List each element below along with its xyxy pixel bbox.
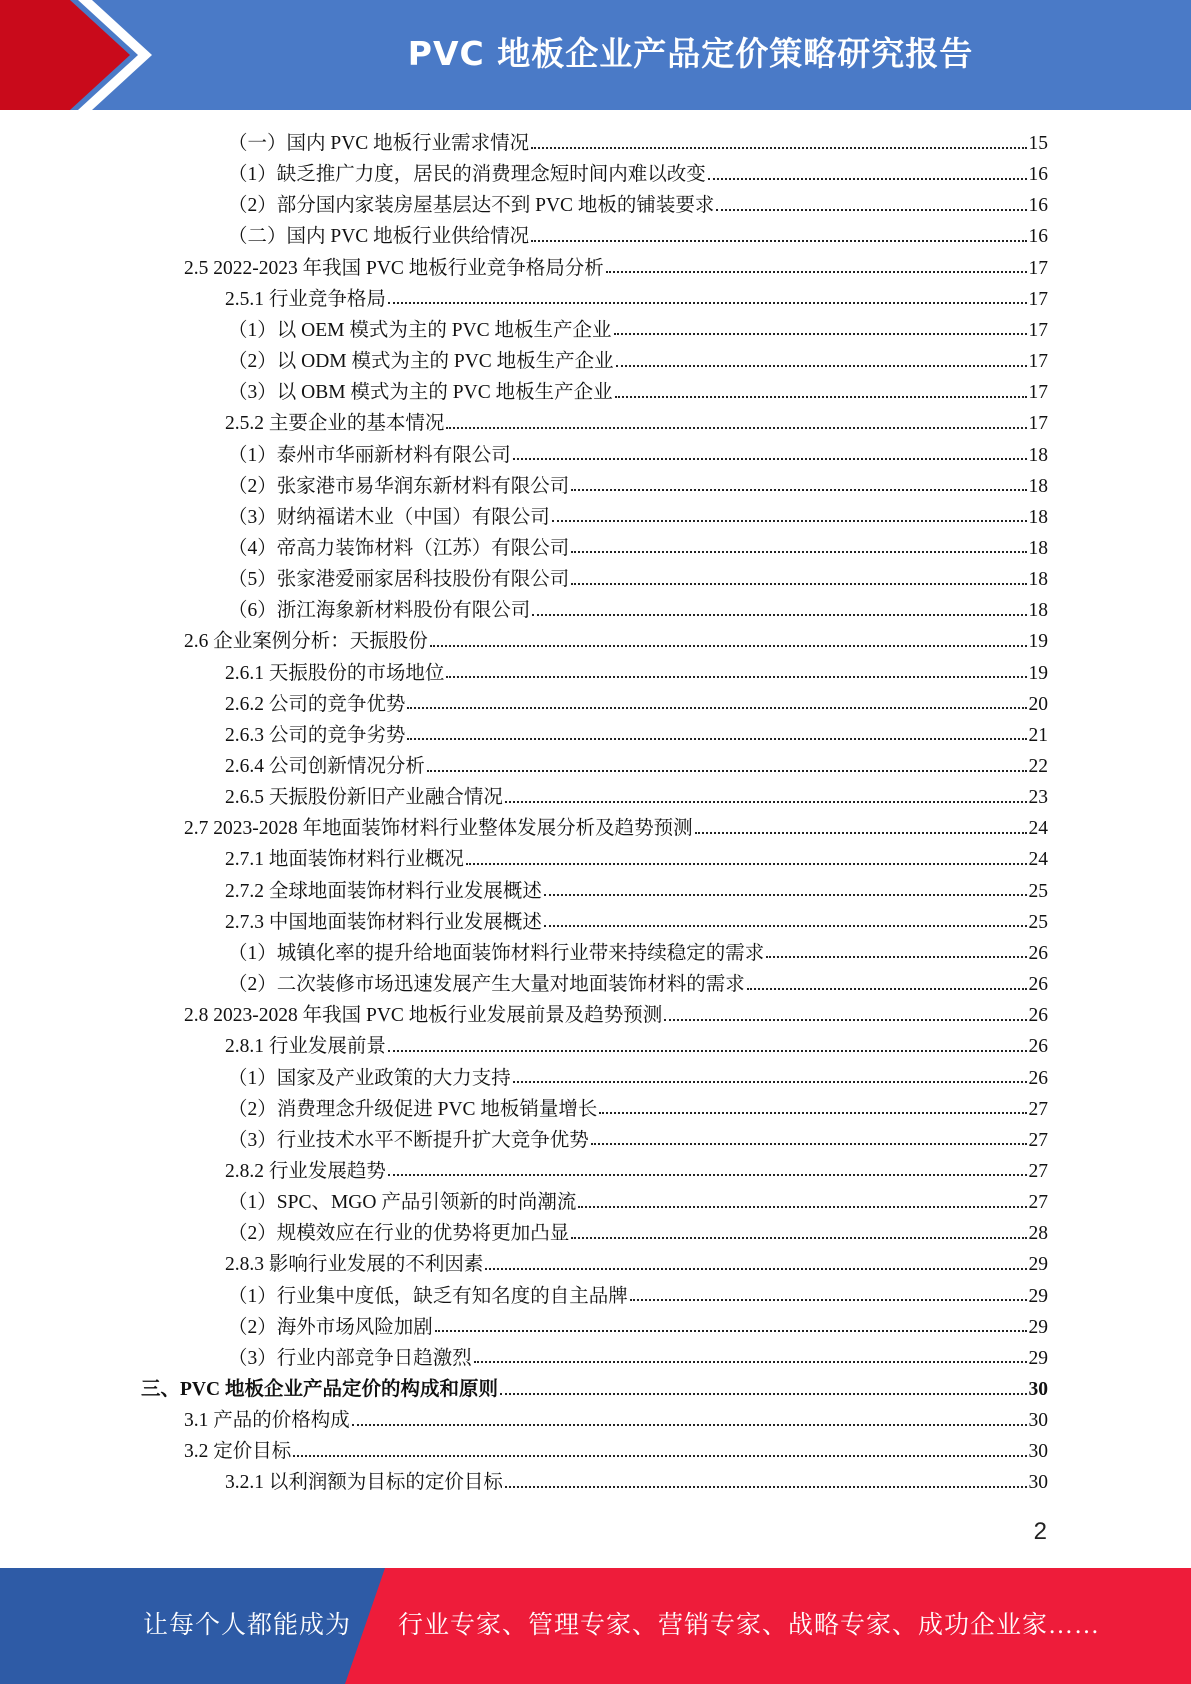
- toc-entry-page: 19: [1028, 662, 1048, 684]
- toc-entry[interactable]: [228, 968, 1048, 999]
- toc-leader-dots: [614, 333, 1027, 335]
- toc-entry-page: 21: [1028, 724, 1048, 746]
- toc-leader-dots: [708, 178, 1027, 180]
- toc-leader-dots: [571, 489, 1026, 491]
- toc-leader-dots: [599, 1112, 1026, 1114]
- toc-entry[interactable]: [225, 407, 1048, 438]
- toc-entry-title: （一）国内 PVC 地板行业需求情况: [228, 133, 530, 154]
- toc-entry[interactable]: [184, 1404, 1048, 1435]
- toc-leader-dots: [427, 770, 1027, 772]
- toc-entry[interactable]: [228, 376, 1048, 407]
- toc-entry-page: 20: [1028, 693, 1048, 715]
- toc-leader-dots: [388, 1174, 1027, 1176]
- toc-entry-page: 28: [1028, 1223, 1048, 1245]
- toc-entry[interactable]: [228, 532, 1048, 563]
- toc-entry[interactable]: [184, 812, 1048, 843]
- toc-leader-dots: [571, 1237, 1026, 1239]
- toc-entry-title: （1）缺乏推广力度，居民的消费理念短时间内难以改变: [228, 164, 706, 186]
- toc-entry-title: （5）张家港爱丽家居科技股份有限公司: [228, 569, 570, 591]
- toc-entry-title: （3）财纳福诺木业（中国）有限公司: [228, 506, 550, 528]
- toc-entry-title: （2）消费理念升级促进 PVC 地板销量增长: [228, 1098, 598, 1120]
- toc-entry-title: 2.8.1 行业发展前景: [225, 1036, 386, 1058]
- toc-entry[interactable]: [225, 781, 1048, 812]
- toc-entry[interactable]: [228, 594, 1048, 625]
- toc-leader-dots: [571, 551, 1026, 553]
- toc-entry-page: 17: [1028, 319, 1048, 341]
- toc-entry-title: （1）以 OEM 模式为主的 PVC 地板生产企业: [228, 319, 612, 341]
- toc-entry[interactable]: [228, 314, 1048, 345]
- toc-entry-page: 16: [1028, 164, 1048, 186]
- toc-entry-title: （3）行业内部竞争日趋激烈: [228, 1347, 472, 1369]
- toc-entry-page: 29: [1028, 1316, 1048, 1338]
- toc-entry-page: 25: [1028, 911, 1048, 933]
- toc-leader-dots: [532, 614, 1026, 616]
- toc-entry-page: 29: [1028, 1285, 1048, 1307]
- toc-entry-page: 29: [1028, 1254, 1048, 1276]
- toc-entry-title: （2）二次装修市场迅速发展产生大量对地面装饰材料的需求: [228, 974, 745, 996]
- toc-entry[interactable]: [225, 1248, 1048, 1279]
- toc-entry-title: 2.7.2 全球地面装饰材料行业发展概述: [225, 880, 542, 902]
- toc-entry-page: 18: [1028, 600, 1048, 622]
- toc-entry[interactable]: [228, 1217, 1048, 1248]
- toc-leader-dots: [571, 583, 1026, 585]
- toc-leader-dots: [630, 1299, 1027, 1301]
- footer-slogan-right: 行业专家、管理专家、营销专家、战略专家、成功企业家……: [398, 1612, 1101, 1639]
- toc-entry-page: 17: [1028, 382, 1048, 404]
- toc-leader-dots: [430, 645, 1027, 647]
- toc-leader-dots: [531, 240, 1026, 242]
- toc-entry-page: 17: [1028, 413, 1048, 435]
- toc-entry-title: 2.6 企业案例分析：天振股份: [184, 631, 428, 653]
- toc-entry[interactable]: [228, 1093, 1048, 1124]
- toc-entry-page: 18: [1028, 506, 1048, 528]
- toc-entry[interactable]: [225, 875, 1048, 906]
- toc-entry-page: 18: [1028, 475, 1048, 497]
- toc-entry-page: 30: [1028, 1441, 1048, 1463]
- page-header: [0, 0, 1191, 110]
- toc-entry[interactable]: [228, 501, 1048, 532]
- toc-entry-title: （2）张家港市易华润东新材料有限公司: [228, 475, 570, 497]
- toc-entry-page: 25: [1028, 880, 1048, 902]
- toc-leader-dots: [513, 1081, 1027, 1083]
- toc-entry-page: 26: [1028, 974, 1048, 996]
- toc-entry-title: 2.6.5 天振股份新旧产业融合情况: [225, 787, 503, 809]
- toc-entry-title: 2.8 2023-2028 年我国 PVC 地板行业发展前景及趋势预测: [184, 1005, 663, 1027]
- toc-leader-dots: [352, 1424, 1027, 1426]
- toc-entry[interactable]: [228, 189, 1048, 220]
- toc-entry-page: 18: [1028, 537, 1048, 559]
- toc-leader-dots: [407, 738, 1026, 740]
- toc-entry[interactable]: [225, 1466, 1048, 1497]
- toc-entry-page: 27: [1028, 1192, 1048, 1214]
- toc-entry-title: 2.6.3 公司的竞争劣势: [225, 724, 406, 746]
- toc-leader-dots: [716, 209, 1026, 211]
- toc-entry-page: 30: [1028, 1410, 1048, 1432]
- toc-entry[interactable]: [228, 1186, 1048, 1217]
- toc-entry-page: 23: [1028, 787, 1048, 809]
- toc-leader-dots: [500, 1393, 1027, 1395]
- toc-entry[interactable]: [228, 1062, 1048, 1093]
- toc-leader-dots: [293, 1455, 1026, 1457]
- toc-entry[interactable]: [225, 750, 1048, 781]
- toc-entry-title: 3.1 产品的价格构成: [184, 1410, 350, 1432]
- toc-entry[interactable]: [184, 252, 1048, 283]
- toc-entry-page: 30: [1028, 1472, 1048, 1494]
- toc-leader-dots: [615, 396, 1027, 398]
- toc-entry-title: 2.8.3 影响行业发展的不利因素: [225, 1254, 484, 1276]
- toc-leader-dots: [544, 925, 1027, 927]
- toc-entry-page: 17: [1028, 351, 1048, 373]
- toc-entry-page: 27: [1028, 1129, 1048, 1151]
- toc-leader-dots: [407, 707, 1026, 709]
- toc-entry-page: 26: [1028, 1036, 1048, 1058]
- toc-entry-page: 17: [1028, 288, 1048, 310]
- toc-entry-title: 三、PVC 地板企业产品定价的构成和原则: [141, 1379, 498, 1400]
- toc-leader-dots: [485, 1268, 1026, 1270]
- toc-leader-dots: [591, 1143, 1027, 1145]
- toc-leader-dots: [474, 1361, 1027, 1363]
- toc-leader-dots: [766, 956, 1026, 958]
- toc-entry-page: 24: [1028, 818, 1048, 840]
- toc-entry-title: 3.2.1 以利润额为目标的定价目标: [225, 1472, 503, 1494]
- toc-entry-title: （2）以 ODM 模式为主的 PVC 地板生产企业: [228, 351, 614, 373]
- report-title: PVC 地板企业产品定价策略研究报告: [407, 34, 974, 73]
- toc-entry[interactable]: [228, 220, 1048, 251]
- toc-entry-page: 30: [1028, 1379, 1048, 1400]
- toc-entry-title: （1）SPC、MGO 产品引领新的时尚潮流: [228, 1192, 577, 1214]
- toc-entry-title: 3.2 定价目标: [184, 1441, 292, 1463]
- toc-entry[interactable]: [228, 158, 1048, 189]
- toc-leader-dots: [446, 427, 1026, 429]
- toc-entry-title: （3）以 OBM 模式为主的 PVC 地板生产企业: [228, 382, 613, 404]
- toc-entry-title: （1）城镇化率的提升给地面装饰材料行业带来持续稳定的需求: [228, 942, 765, 964]
- toc-entry[interactable]: [228, 345, 1048, 376]
- toc-entry-page: 16: [1028, 195, 1048, 217]
- toc-entry-page: 29: [1028, 1347, 1048, 1369]
- toc-entry-title: （2）海外市场风险加剧: [228, 1316, 433, 1338]
- toc-leader-dots: [513, 458, 1027, 460]
- toc-entry-title: （2）规模效应在行业的优势将更加凸显: [228, 1223, 570, 1245]
- toc-leader-dots: [552, 520, 1027, 522]
- toc-leader-dots: [606, 271, 1027, 273]
- toc-leader-dots: [695, 832, 1027, 834]
- toc-entry-page: 26: [1028, 1067, 1048, 1089]
- toc-leader-dots: [531, 147, 1026, 149]
- toc-entry-page: 18: [1028, 444, 1048, 466]
- toc-entry-page: 24: [1028, 849, 1048, 871]
- toc-entry[interactable]: [228, 127, 1048, 158]
- toc-entry-page: 26: [1028, 1005, 1048, 1027]
- toc-leader-dots: [578, 1206, 1026, 1208]
- toc-entry-page: 17: [1028, 257, 1048, 279]
- toc-entry-title: 2.6.1 天振股份的市场地位: [225, 662, 445, 684]
- toc-entry[interactable]: [184, 999, 1048, 1030]
- toc-leader-dots: [544, 894, 1027, 896]
- toc-entry-page: 15: [1028, 133, 1048, 154]
- toc-entry[interactable]: [225, 283, 1048, 314]
- toc-leader-dots: [446, 676, 1026, 678]
- toc-entry[interactable]: [141, 1373, 1048, 1404]
- toc-entry-title: 2.5 2022-2023 年我国 PVC 地板行业竞争格局分析: [184, 257, 604, 279]
- toc-leader-dots: [505, 801, 1027, 803]
- toc-entry[interactable]: [225, 1030, 1048, 1061]
- toc-entry-title: 2.5.2 主要企业的基本情况: [225, 413, 445, 435]
- toc-entry-title: 2.8.2 行业发展趋势: [225, 1160, 386, 1182]
- toc-leader-dots: [388, 302, 1027, 304]
- toc-entry-page: 18: [1028, 569, 1048, 591]
- toc-entry-page: 16: [1028, 226, 1048, 248]
- toc-entry[interactable]: [225, 719, 1048, 750]
- toc-entry-title: 2.6.4 公司创新情况分析: [225, 756, 425, 777]
- toc-entry-title: （1）泰州市华丽新材料有限公司: [228, 444, 511, 466]
- toc-entry[interactable]: [228, 937, 1048, 968]
- toc-entry[interactable]: [228, 1280, 1048, 1311]
- page-number: 2: [1033, 1518, 1047, 1545]
- toc-leader-dots: [388, 1050, 1027, 1052]
- toc-entry-title: （1）国家及产业政策的大力支持: [228, 1067, 511, 1089]
- toc-entry[interactable]: [228, 1311, 1048, 1342]
- toc-entry[interactable]: [228, 1342, 1048, 1373]
- toc-entry-page: 22: [1028, 756, 1048, 777]
- toc-leader-dots: [664, 1019, 1026, 1021]
- toc-entry-title: 2.7.1 地面装饰材料行业概况: [225, 849, 464, 871]
- toc-entry[interactable]: [225, 688, 1048, 719]
- toc-entry[interactable]: [225, 906, 1048, 937]
- toc-entry-title: （二）国内 PVC 地板行业供给情况: [228, 226, 530, 248]
- toc-entry-title: （4）帝高力装饰材料（江苏）有限公司: [228, 537, 570, 559]
- toc-entry[interactable]: [225, 657, 1048, 688]
- toc-leader-dots: [466, 863, 1027, 865]
- page-footer: [0, 1568, 1191, 1684]
- toc-entry[interactable]: [228, 1124, 1048, 1155]
- toc-leader-dots: [435, 1330, 1027, 1332]
- toc-entry-title: 2.6.2 公司的竞争优势: [225, 693, 406, 715]
- toc-entry-title: 2.7.3 中国地面装饰材料行业发展概述: [225, 911, 542, 933]
- toc-entry[interactable]: [184, 1435, 1048, 1466]
- toc-entry[interactable]: [184, 625, 1048, 656]
- toc-leader-dots: [616, 365, 1027, 367]
- toc-entry[interactable]: [228, 439, 1048, 470]
- toc-entry-title: （1）行业集中度低，缺乏有知名度的自主品牌: [228, 1285, 628, 1307]
- toc-entry-title: （2）部分国内家装房屋基层达不到 PVC 地板的铺装要求: [228, 195, 715, 217]
- footer-slogan-left: 让每个人都能成为: [143, 1612, 352, 1639]
- toc-entry[interactable]: [228, 563, 1048, 594]
- toc-entry[interactable]: [225, 1155, 1048, 1186]
- toc-entry-page: 27: [1028, 1160, 1048, 1182]
- toc-entry[interactable]: [228, 470, 1048, 501]
- toc-entry-title: 2.7 2023-2028 年地面装饰材料行业整体发展分析及趋势预测: [184, 818, 693, 840]
- toc-entry-title: （3）行业技术水平不断提升扩大竞争优势: [228, 1129, 589, 1151]
- toc-entry-title: （6）浙江海象新材料股份有限公司: [228, 600, 531, 622]
- toc-entry-page: 27: [1028, 1098, 1048, 1120]
- toc-entry-title: 2.5.1 行业竞争格局: [225, 288, 386, 310]
- toc-entry[interactable]: [225, 843, 1048, 874]
- toc-entry-page: 26: [1028, 942, 1048, 964]
- toc-leader-dots: [747, 988, 1027, 990]
- toc-leader-dots: [505, 1486, 1027, 1488]
- toc-entry-page: 19: [1028, 631, 1048, 653]
